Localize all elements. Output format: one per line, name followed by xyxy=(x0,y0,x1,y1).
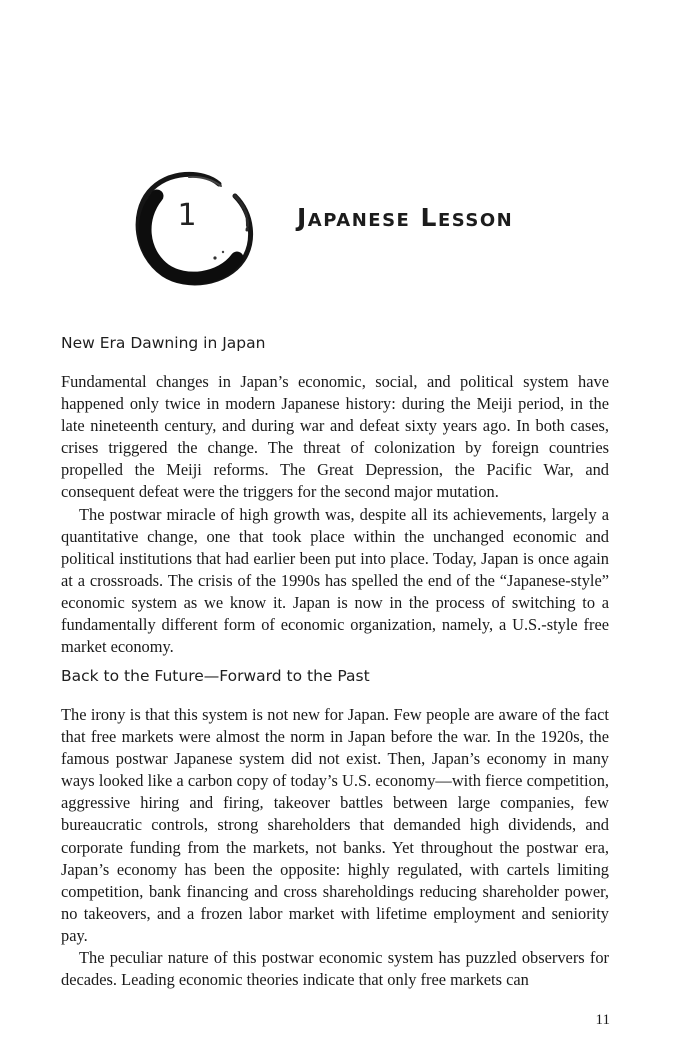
paragraph: The peculiar nature of this postwar economic system has puzzled observers for decades. Leading economic theories indicate that only free markets can xyxy=(61,948,609,990)
section-heading: New Era Dawning in Japan xyxy=(61,334,266,352)
paragraph: Fundamental changes in Japan’s economic, social, and political system have happened only twice in modern Japanese history: during the Meiji period, in the late nineteenth century, and during war and defeat sixty years ago. In both cases, crises triggered the change. The threat of colonization by foreign countries propelled the Meiji reforms. The Great Depression, the Pacific War, and consequent defeat were the triggers for the second major mutation. xyxy=(61,372,609,502)
section-heading: Back to the Future—Forward to the Past xyxy=(61,667,370,685)
section-body xyxy=(61,371,609,658)
page-number: 11 xyxy=(595,1012,610,1028)
chapter-header xyxy=(0,0,690,300)
paragraph: The postwar miracle of high growth was, despite all its achievements, largely a quantitative change, one that took place within the unchanged economic and political institutions that had earlier been put into place. Today, Japan is once again at a crossroads. The crisis of the 1990s has spelled the end of the “Japanese-style” economic system as we know it. Japan is now in the process of switching to a fundamentally different form of economic organization, namely, a U.S.-style free market economy. xyxy=(61,504,609,657)
paragraph: The irony is that this system is not new for Japan. Few people are aware of the fact that free markets were almost the norm in Japan before the war. In the 1920s, the famous postwar Japanese system did not exist. Then, Japan’s economy in many ways looked like a carbon copy of today’s U.S. economy—with fierce competition, aggressive hiring and firing, takeover battles between large companies, few bureaucratic controls, strong shareholders that demanded high dividends, and corporate funding from the markets, not banks. Yet throughout the postwar era, Japan’s economy has been the opposite: highly regulated, with cartels limiting competition, bank financing and cross shareholdings reducing shareholder power, no takeovers, and a frozen labor market with lifetime employment and seniority pay. xyxy=(61,705,609,945)
section-body xyxy=(61,704,609,991)
chapter-number: 1 xyxy=(177,198,197,233)
chapter-title: Japanese Lesson xyxy=(297,203,514,232)
